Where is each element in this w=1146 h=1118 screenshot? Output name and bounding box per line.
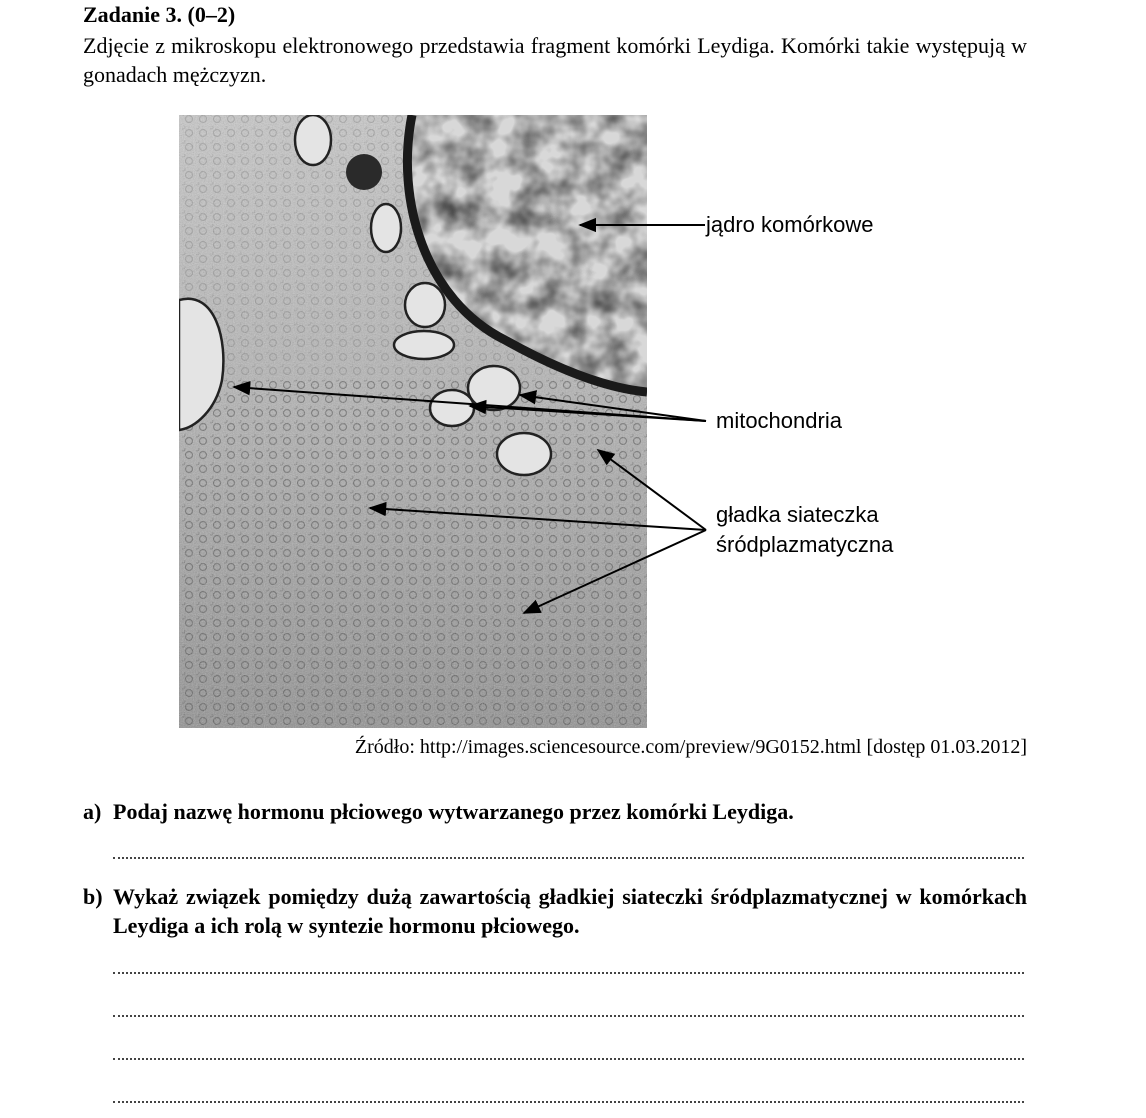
label-mitochondria: mitochondria	[716, 408, 842, 433]
task-intro: Zdjęcie z mikroskopu elektronowego przedstawia fragment komórki Leydiga. Komórki takie występują w gonadach mężczyzn.	[83, 33, 1027, 87]
answer-line-a-1[interactable]	[113, 857, 1024, 859]
label-nucleus: jądro komórkowe	[706, 212, 874, 237]
question-a-marker: a)	[83, 799, 102, 824]
label-ser-line1: gładka siateczka	[716, 502, 879, 527]
question-a	[83, 797, 1027, 826]
answer-line-b-2[interactable]	[113, 1015, 1024, 1017]
question-a-text: Podaj nazwę hormonu płciowego wytwarzanego przez komórki Leydiga.	[113, 799, 794, 824]
question-b-text: Wykaż związek pomiędzy dużą zawartością gładkiej siateczki śródplazmatycznej w komórkach Leydiga a ich rolą w syntezie hormonu płciowego.	[113, 884, 1027, 938]
answer-line-b-1[interactable]	[113, 972, 1024, 974]
question-b-marker: b)	[83, 884, 103, 909]
figure-source: Źródło: http://images.sciencesource.com/preview/9G0152.html [dostęp 01.03.2012]	[354, 736, 1027, 758]
label-ser-line2: śródplazmatyczna	[716, 532, 894, 557]
answer-line-b-4[interactable]	[113, 1101, 1024, 1103]
answer-line-b-3[interactable]	[113, 1058, 1024, 1060]
micrograph-photo	[179, 115, 650, 728]
question-b	[83, 882, 1027, 940]
task-title: Zadanie 3. (0–2)	[83, 2, 236, 27]
